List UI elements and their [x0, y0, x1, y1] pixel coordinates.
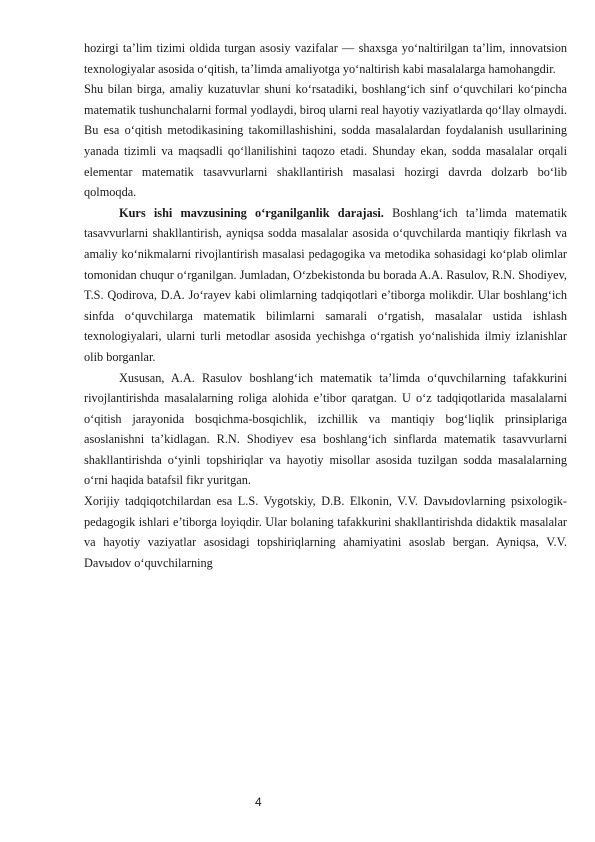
- section-heading-study-level: Kurs ishi mavzusining o‘rganilganlik darajasi.: [119, 205, 384, 220]
- paragraph-intro-continued: hozirgi ta’lim tizimi oldida turgan asosiy vazifalar — shaxsga yo‘naltirilgan ta’lim, innovatsion texnologiyalar asosida o‘qitish, ta’limda amaliyotga yo‘naltirish kabi masalalarga hamohangdir.: [84, 41, 567, 76]
- paragraph-observations: Shu bilan birga, amaliy kuzatuvlar shuni ko‘rsatadiki, boshlang‘ich sinf o‘quvchilari ko‘pincha matematik tushunchalarni formal yodlaydi, biroq ularni real hayotiy vaziyatlarda qo‘llay olmaydi. Bu esa o‘qitish metodikasining takomillashishini, sodda masalalardan foydalanish usullarining yanada tizimli va maqsadli qo‘llanilishini taqozo etadi. Shunday ekan, sodda masalalar orqali elementar matematik tasavvurlarni shakllantirish masalasi hozirgi davrda dolzarb bo‘lib qolmoqda.: [84, 82, 567, 200]
- paragraph-study-level: [84, 203, 567, 368]
- paragraph-rasulov-shodiyev: Xususan, A.A. Rasulov boshlang‘ich matematik ta’limda o‘quvchilarning tafakkurini rivojlantirishda masalalarning roliga alohida e’tibor qaratgan. U o‘z tadqiqotlarida masalalarni o‘qitish jarayonida bosqichma-bosqichlik, izchillik va mantiqiy bog‘liqlik prinsiplariga asoslanishni ta’kidlagan. R.N. Shodiyev esa boshlang‘ich sinflarda matematik tasavvurlarni shakllantirishda o‘yinli topshiriqlar va hayotiy misollar asosida tuzilgan sodda masalalarning o‘rni haqida batafsil fikr yuritgan.: [84, 370, 567, 488]
- paragraph-foreign-researchers: Xorijiy tadqiqotchilardan esa L.S. Vygotskiy, D.B. Elkonin, V.V. Davыdovlarning psixologik-pedagogik ishlari e’tiborga loyiqdir. Ular bolaning tafakkurini shakllantirishda didaktik masalalar va hayotiy vaziyatlar asosidagi topshiriqlarning ahamiyatini asoslab bergan. Ayniqsa, V.V. Davыdov o‘quvchilarning: [84, 494, 567, 570]
- page-body: [84, 38, 567, 573]
- paragraph-study-level-text: Boshlang‘ich ta’limda matematik tasavvurlarni shakllantirish, ayniqsa sodda masalalar asosida o‘quvchilarda mantiqiy fikrlash va amaliy ko‘nikmalarni rivojlantirish masalasi pedagogika va metodika sohasidagi ko‘plab olimlar tomonidan chuqur o‘rganilgan. Jumladan, O‘zbekistonda bu borada A.A. Rasulov, R.N. Shodiyev, T.S. Qodirova, D.A. Jo‘rayev kabi olimlarning tadqiqotlari e’tiborga molikdir. Ular boshlang‘ich sinfda o‘quvchilarga matematik bilimlarni samarali o‘rgatish, masalalar ustida ishlash texnologiyalari, ularni turli metodlar asosida yechishga o‘rgatish yo‘nalishida ilmiy izlanishlar olib borganlar.: [84, 205, 567, 364]
- page-number: 4: [255, 795, 262, 809]
